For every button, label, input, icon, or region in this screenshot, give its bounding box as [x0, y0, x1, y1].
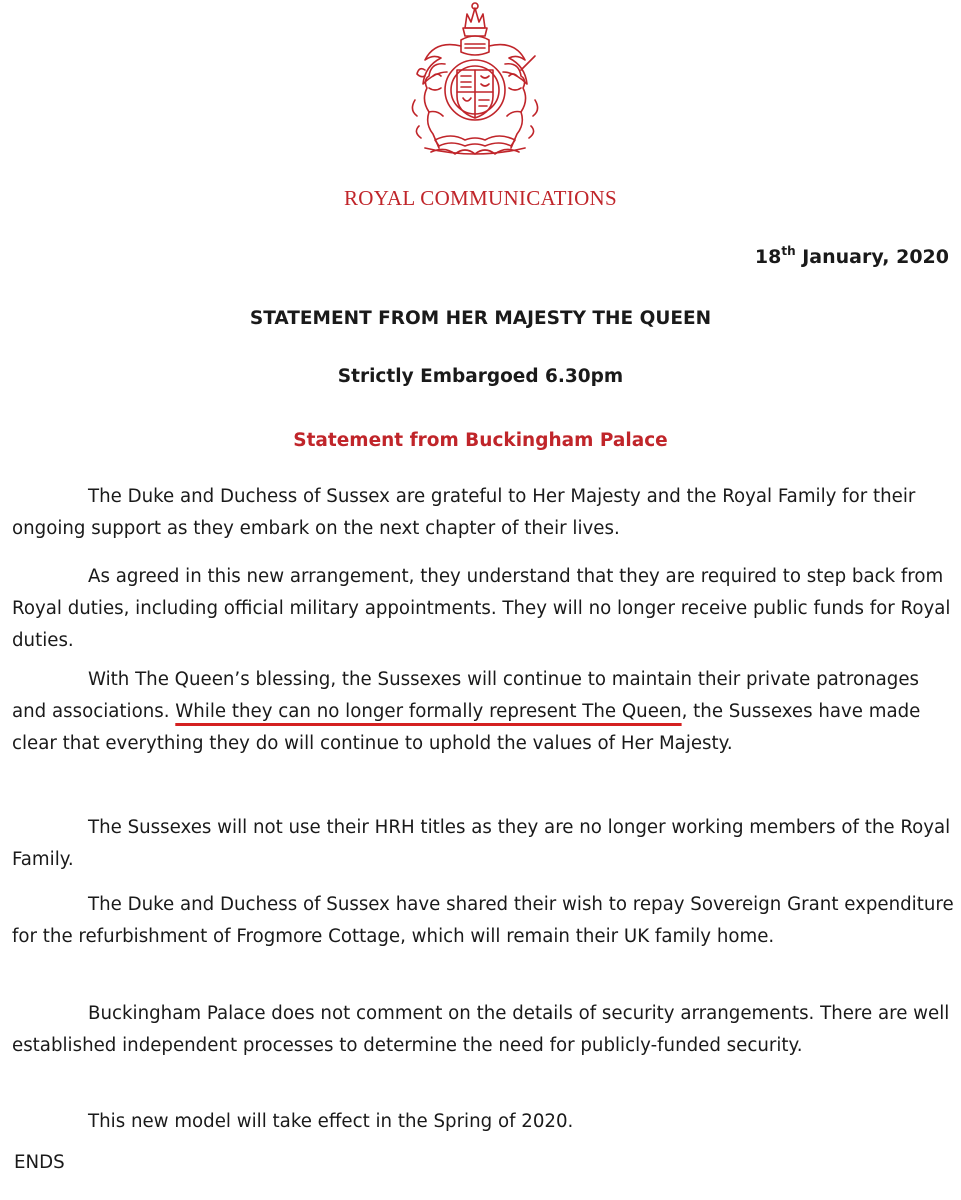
subheading: Statement from Buckingham Palace	[293, 430, 668, 451]
highlighted-sentence: While they can no longer formally represent The Queen	[175, 701, 682, 722]
paragraph-1: The Duke and Duchess of Sussex are grateful to Her Majesty and the Royal Family for their ongoing support as they embark on the next chapter of their lives.	[12, 486, 916, 539]
statement-date	[755, 244, 949, 268]
paragraph-2: As agreed in this new arrangement, they understand that they are required to step back from Royal duties, including official military appointments. They will no longer receive public funds for Royal duties.	[12, 566, 951, 651]
paragraph-7: This new model will take effect in the Spring of 2020.	[88, 1111, 574, 1132]
royal-coat-of-arms-icon	[395, 0, 555, 168]
paragraph-3-end: , the Sussexes have made clear that everything they do will continue to uphold the values of Her Majesty.	[12, 701, 921, 754]
date-suffix: th	[781, 244, 796, 258]
page-title: STATEMENT FROM HER MAJESTY THE QUEEN	[249, 308, 712, 329]
ends-marker: ENDS	[14, 1152, 65, 1173]
date-rest: January, 2020	[795, 246, 949, 268]
date-day: 18	[754, 246, 782, 268]
paragraph-4: The Sussexes will not use their HRH titles as they are no longer working members of the Royal Family.	[12, 817, 951, 870]
embargo-note: Strictly Embargoed 6.30pm	[337, 366, 624, 387]
paragraph-5: The Duke and Duchess of Sussex have shared their wish to repay Sovereign Grant expenditure for the refurbishment of Frogmore Cottage, which will remain their UK family home.	[12, 894, 954, 947]
paragraph-3-start: With The Queen’s blessing, the Sussexes will continue to maintain their private patronages and associations.	[12, 669, 920, 722]
letterhead-title: ROYAL COMMUNICATIONS	[344, 186, 617, 210]
paragraph-6: Buckingham Palace does not comment on the details of security arrangements. There are well established independent processes to determine the need for publicly-funded security.	[12, 1003, 950, 1056]
paragraph-3	[12, 664, 957, 760]
